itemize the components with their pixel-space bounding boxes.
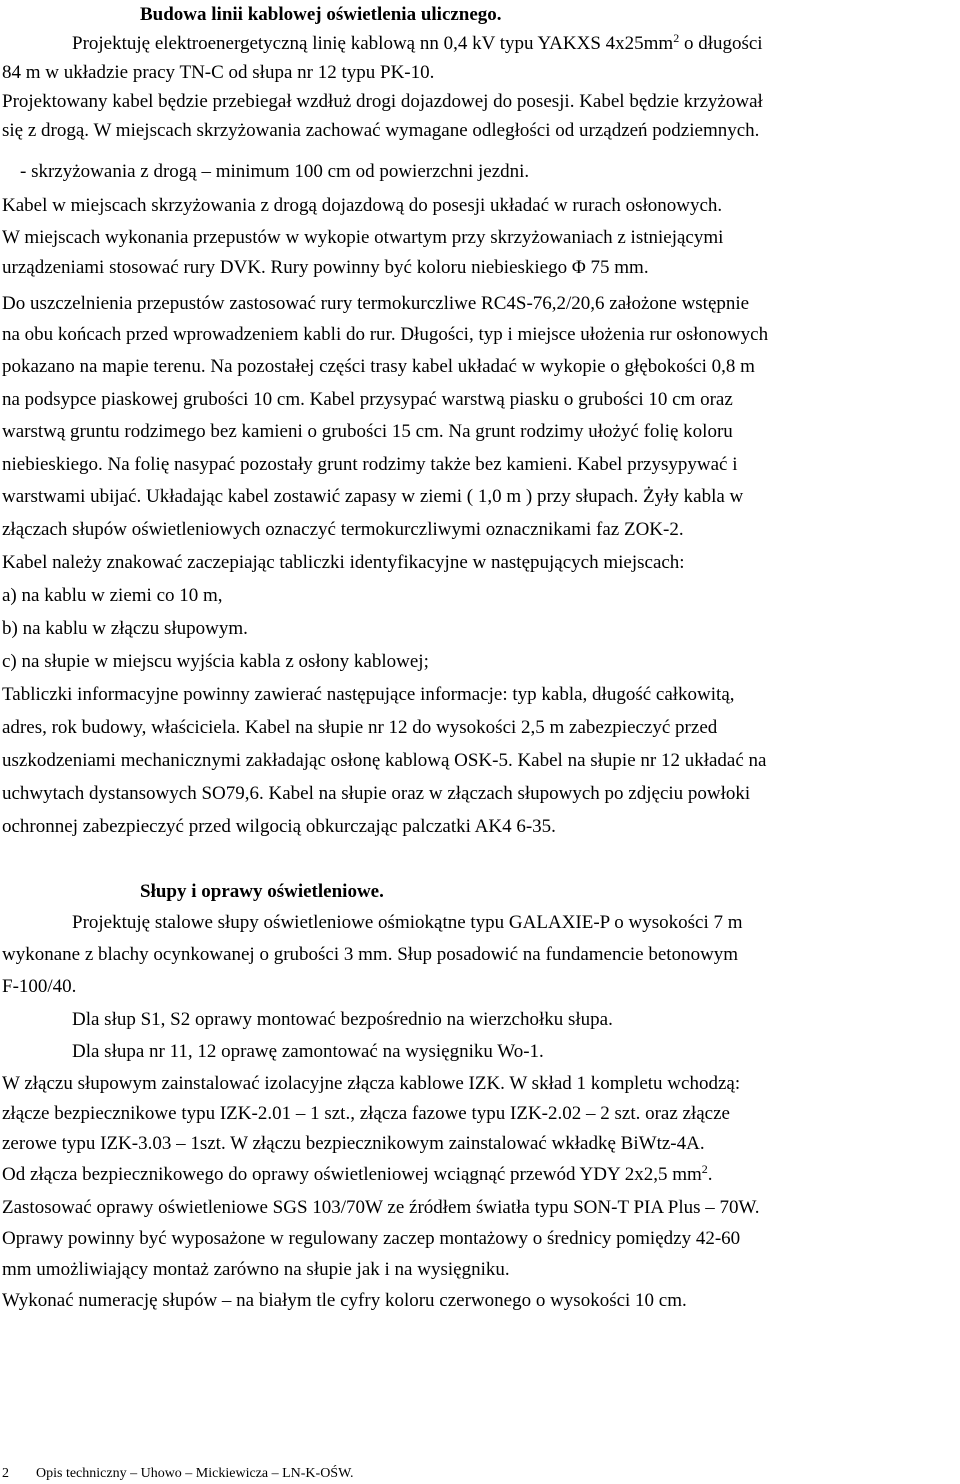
section-heading: Słupy i oprawy oświetleniowe. bbox=[140, 881, 384, 902]
text-line: Do uszczelnienia przepustów zastosować rury termokurczliwe RC4S-76,2/20,6 założone wstępnie bbox=[2, 293, 750, 314]
text-line: Oprawy powinny być wyposażone w regulowany zaczep montażowy o średnicy pomiędzy 42-60 bbox=[2, 1228, 741, 1249]
text-line: W złączu słupowym zainstalować izolacyjne złącza kablowe IZK. W skład 1 kompletu wchodzą: bbox=[2, 1073, 741, 1094]
text-line: Projektuję elektroenergetyczną linię kablową nn 0,4 kV typu YAKXS $4x25mm^2$ o długości bbox=[72, 31, 763, 54]
text-line: Kabel w miejscach skrzyżowania z drogą dojazdową do posesji układać w rurach osłonowych. bbox=[2, 195, 723, 216]
text-line: zerowe typu IZK-3.03 – 1szt. W złączu bezpiecznikowym zainstalować wkładkę BiWtz-4A. bbox=[2, 1133, 705, 1154]
footer-text: Opis techniczny – Uhowo – Mickiewicza – LN-K-OŚW. bbox=[36, 1466, 354, 1481]
list-item: c) na słupie w miejscu wyjścia kabla z osłony kablowej; bbox=[2, 651, 429, 672]
text-line: na podsypce piaskowej grubości 10 cm. Kabel przysypać warstwą piasku o grubości 10 cm oraz bbox=[2, 389, 733, 410]
page-number: 2 bbox=[2, 1466, 9, 1481]
text-line: Projektowany kabel będzie przebiegał wzdłuż drogi dojazdowej do posesji. Kabel będzie krzyżował bbox=[2, 91, 763, 112]
text-line: uszkodzeniami mechanicznymi zakładając osłonę kablową OSK-5. Kabel na słupie nr 12 układać na bbox=[2, 750, 767, 771]
text-line: warstwą gruntu rodzimego bez kamieni o grubości 15 cm. Na grunt rodzimy ułożyć folię koloru bbox=[2, 421, 733, 442]
text-line: Kabel należy znakować zaczepiając tabliczki identyfikacyjne w następujących miejscach: bbox=[2, 552, 685, 573]
text-line: W miejscach wykonania przepustów w wykopie otwartym przy skrzyżowaniach z istniejącymi bbox=[2, 227, 724, 248]
text-line: urządzeniami stosować rury DVK. Rury powinny być koloru niebieskiego Φ 75 mm. bbox=[2, 257, 649, 278]
text-line: uchwytach dystansowych SO79,6. Kabel na słupie oraz w złączach słupowych po zdjęciu powłoki bbox=[2, 783, 751, 804]
text-line: się z drogą. W miejscach skrzyżowania zachować wymagane odległości od urządzeń podziemnych. bbox=[2, 120, 760, 141]
text-line: 84 m w układzie pracy TN-C od słupa nr 12 typu PK-10. bbox=[2, 62, 435, 83]
list-item: b) na kablu w złączu słupowym. bbox=[2, 618, 248, 639]
list-item: - skrzyżowania z drogą – minimum 100 cm od powierzchni jezdni. bbox=[20, 161, 530, 182]
text-line: Dla słup S1, S2 oprawy montować bezpośrednio na wierzchołku słupa. bbox=[72, 1009, 613, 1030]
text-line: Projektuję stalowe słupy oświetleniowe ośmiokątne typu GALAXIE-P o wysokości 7 m bbox=[72, 912, 743, 933]
text-line: Dla słupa nr 11, 12 oprawę zamontować na wysięgniku Wo-1. bbox=[72, 1041, 544, 1062]
text-line: adres, rok budowy, właściciela. Kabel na słupie nr 12 do wysokości 2,5 m zabezpieczyć przed bbox=[2, 717, 718, 738]
section-heading: Budowa linii kablowej oświetlenia ulicznego. bbox=[140, 4, 502, 25]
text-line: warstwami ubijać. Układając kabel zostawić zapasy w ziemi ( 1,0 m ) przy słupach. Żyły kabla w bbox=[2, 486, 744, 507]
text-line: złączach słupów oświetleniowych oznaczyć termokurczliwymi oznacznikami faz ZOK-2. bbox=[2, 519, 684, 540]
text-line: Wykonać numerację słupów – na białym tle cyfry koloru czerwonego o wysokości 10 cm. bbox=[2, 1290, 687, 1311]
text-line: niebieskiego. Na folię nasypać pozostały grunt rodzimy także bez kamieni. Kabel przysypywać i bbox=[2, 454, 738, 475]
text-line: wykonane z blachy ocynkowanej o grubości 3 mm. Słup posadowić na fundamencie betonowym bbox=[2, 944, 739, 965]
text-line: złącze bezpiecznikowe typu IZK-2.01 – 1 szt., złącza fazowe typu IZK-2.02 – 2 szt. oraz złącze bbox=[2, 1103, 730, 1124]
list-item: a) na kablu w ziemi co 10 m, bbox=[2, 585, 223, 606]
text-line: Od złącza bezpiecznikowego do oprawy oświetleniowej wciągnąć przewód YDY 2x2,5 $mm^2$. bbox=[2, 1162, 713, 1185]
text-line: F-100/40. bbox=[2, 976, 77, 997]
text-line: na obu końcach przed wprowadzeniem kabli do rur. Długości, typ i miejsce ułożenia rur osłonowych bbox=[2, 324, 769, 345]
text-line: Zastosować oprawy oświetleniowe SGS 103/70W ze źródłem światła typu SON-T PIA Plus – 70W. bbox=[2, 1197, 760, 1218]
text-line: ochronnej zabezpieczyć przed wilgocią obkurczając palczatki AK4 6-35. bbox=[2, 816, 556, 837]
text-line: Tabliczki informacyjne powinny zawierać następujące informacje: typ kabla, długość całkowitą, bbox=[2, 684, 735, 705]
text-line: pokazano na mapie terenu. Na pozostałej części trasy kabel układać w wykopie o głębokości 0,8 m bbox=[2, 356, 755, 377]
text-line: mm umożliwiający montaż zarówno na słupie jak i na wysięgniku. bbox=[2, 1259, 510, 1280]
